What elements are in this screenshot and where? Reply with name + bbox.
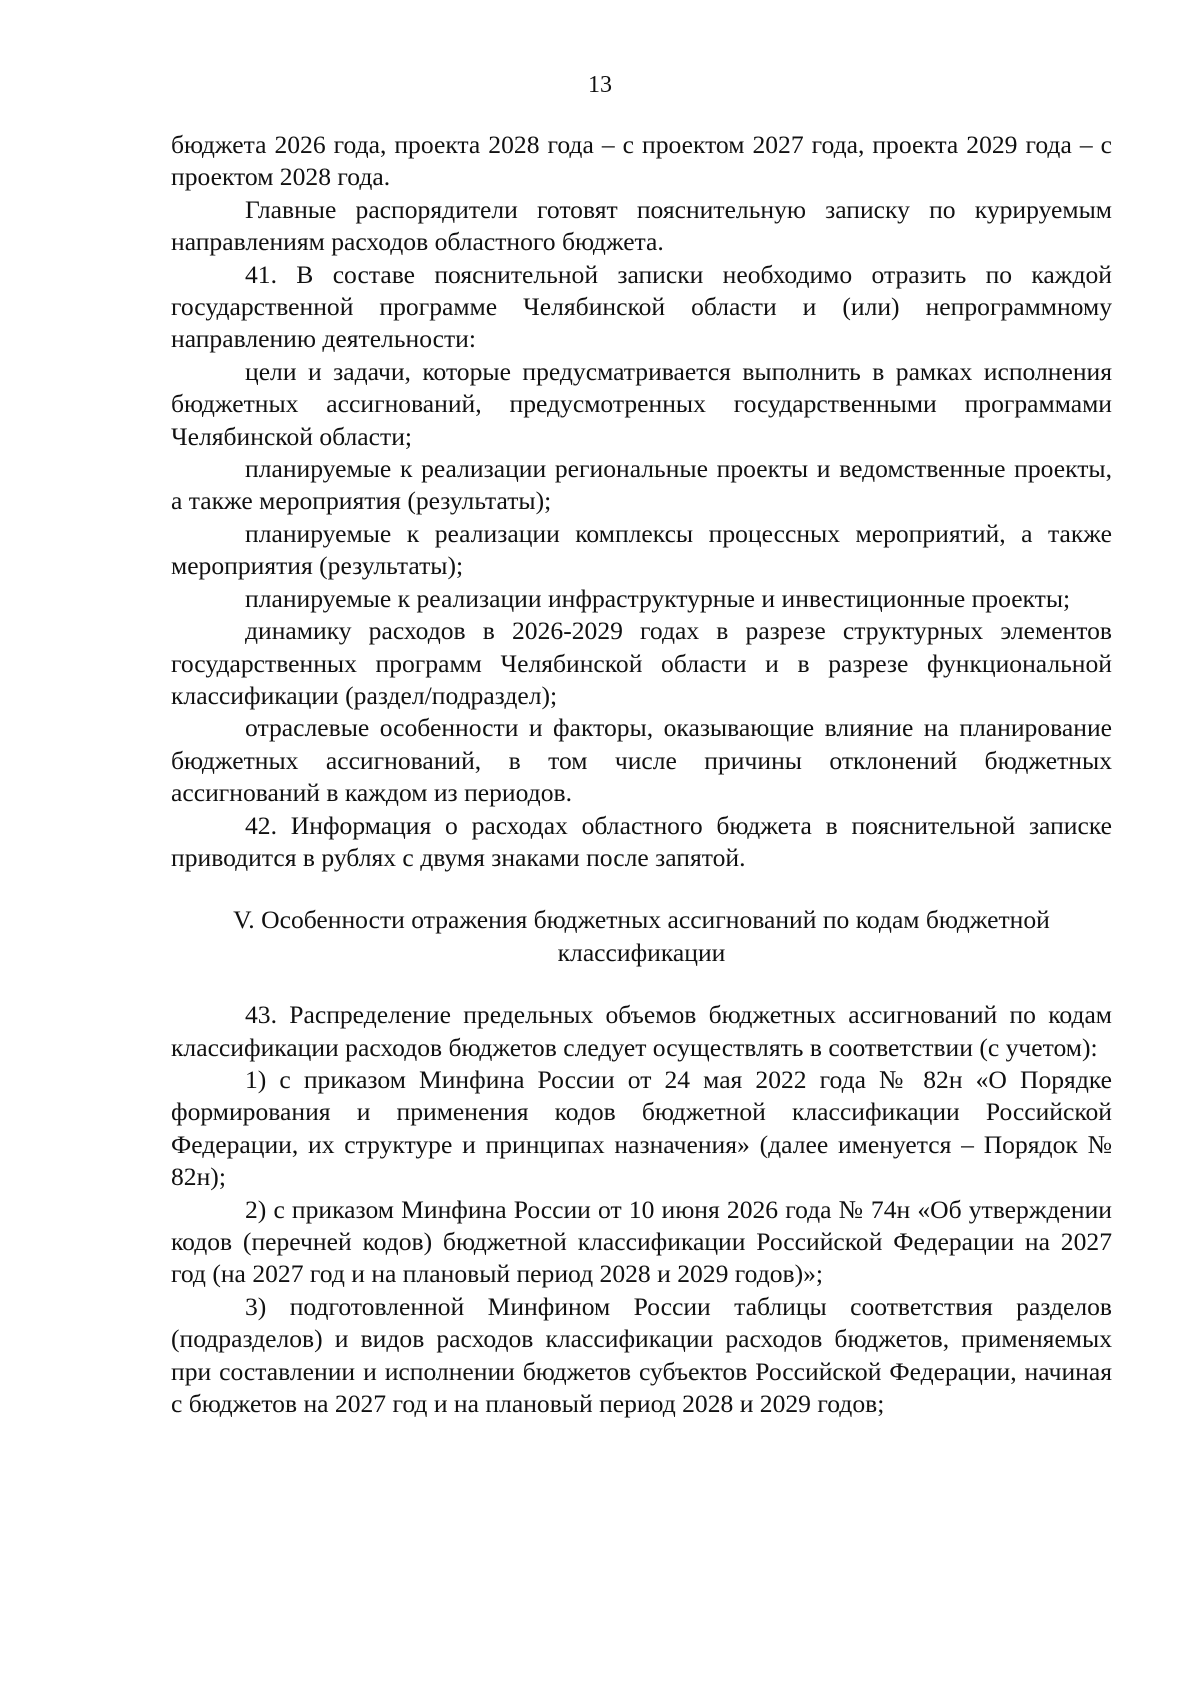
paragraph-p9: отраслевые особенности и факторы, оказывающие влияние на планирование бюджетных ассигнований, в том числе причины отклонений бюджетных ассигнований в каждом из периодов.: [171, 713, 1112, 808]
paragraph-p1: бюджета 2026 года, проекта 2028 года – с проектом 2027 года, проекта 2029 года – с проектом 2028 года.: [171, 130, 1112, 192]
paragraph-p7: планируемые к реализации инфраструктурные и инвестиционные проекты;: [245, 583, 1071, 613]
paragraph-p11: 43. Распределение предельных объемов бюджетных ассигнований по кодам классификации расходов бюджетов следует осуществлять в соответствии (с учетом):: [171, 1000, 1112, 1062]
paragraph-p5: планируемые к реализации региональные проекты и ведомственные проекты, а также мероприятия (результаты);: [171, 454, 1112, 516]
paragraph-p10: 42. Информация о расходах областного бюджета в пояснительной записке приводится в рублях с двумя знаками после запятой.: [171, 810, 1112, 872]
section-heading-line-1: V. Особенности отражения бюджетных ассигнований по кодам бюджетной: [233, 905, 1050, 935]
paragraph-p3: 41. В составе пояснительной записки необходимо отразить по каждой государственной программе Челябинской области и (или) непрограммному направлению деятельности:: [171, 259, 1112, 354]
section-heading: [171, 904, 1112, 969]
paragraph-p2: Главные распорядители готовят пояснительную записку по курируемым направлениям расходов областного бюджета.: [171, 194, 1112, 257]
paragraph-p12: 1) с приказом Минфина России от 24 мая 2022 года № 82н «О Порядке формирования и применения кодов бюджетной классификации Российской Федерации, их структуре и принципах назначения» (далее именуется – Порядок № 82н);: [171, 1064, 1112, 1192]
paragraph-p13: 2) с приказом Минфина России от 10 июня 2026 года № 74н «Об утверждении кодов (перечней кодов) бюджетной классификации Российской Федерации на 2027 год (на 2027 год и на плановый период 2028 и 2029 годов)»;: [171, 1194, 1112, 1289]
document-body: [171, 129, 1112, 1420]
section-heading-line-2: классификации: [557, 937, 726, 967]
page-number: 13: [588, 72, 612, 98]
paragraph-p6: планируемые к реализации комплексы процессных мероприятий, а также мероприятия (результаты);: [171, 518, 1112, 581]
paragraphs-after-heading: [171, 999, 1112, 1420]
paragraph-p4: цели и задачи, которые предусматривается выполнить в рамках исполнения бюджетных ассигнований, предусмотренных государственными программами Челябинской области;: [171, 356, 1112, 451]
paragraph-p8: динамику расходов в 2026-2029 годах в разрезе структурных элементов государственных программ Челябинской области и в разрезе функциональной классификации (раздел/подраздел);: [171, 616, 1112, 710]
paragraphs-before-heading: [171, 129, 1112, 874]
paragraph-p14: 3) подготовленной Минфином России таблицы соответствия разделов (подразделов) и видов расходов классификации расходов бюджетов, применяемых при составлении и исполнении бюджетов субъектов Российской Федерации, начиная с бюджетов на 2027 год и на плановый период 2028 и 2029 годов;: [171, 1291, 1112, 1419]
